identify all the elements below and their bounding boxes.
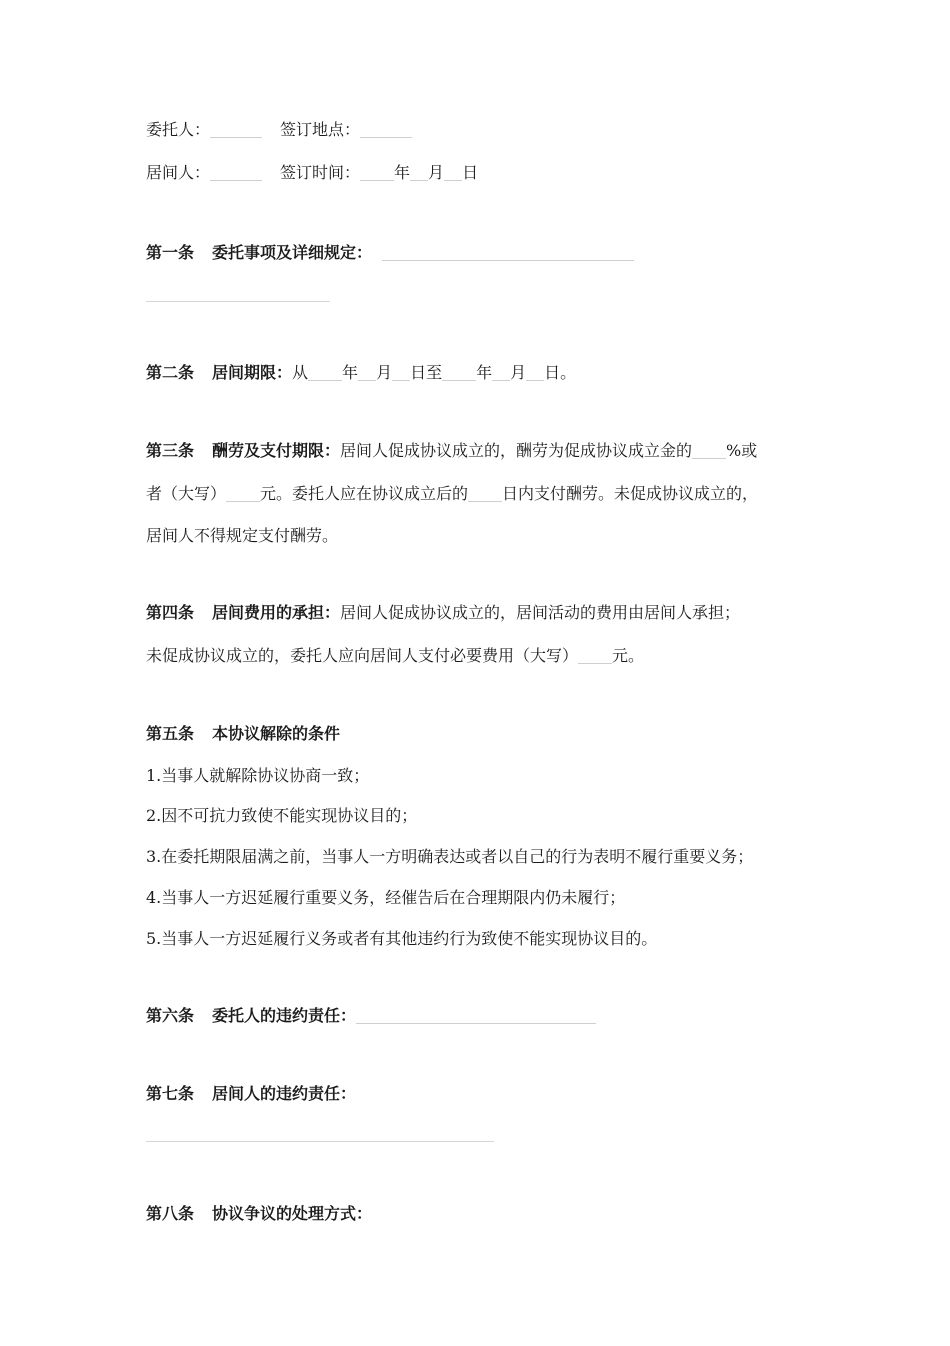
article-4-heading: 居间费用的承担：	[212, 603, 341, 622]
article-1-blank	[382, 244, 634, 261]
list-item: 2.因不可抗力致使不能实现协议目的；	[146, 806, 418, 825]
article-6-number: 第六条	[146, 1006, 195, 1025]
list-item: 4.当事人一方迟延履行重要义务，经催告后在合理期限内仍未履行；	[146, 888, 626, 907]
client-blank	[210, 121, 262, 138]
article-2	[146, 361, 576, 385]
sign-year-text: 年	[394, 163, 411, 182]
article-8-number: 第八条	[146, 1204, 195, 1223]
article-2-heading: 居间期限：	[212, 363, 293, 382]
sign-month-text: 月	[428, 163, 445, 182]
article-5	[146, 722, 340, 746]
article-7-number: 第七条	[146, 1084, 195, 1103]
article-4-text-3: 元。	[612, 646, 645, 665]
article-3-number: 第三条	[146, 441, 195, 460]
article-3-amount-blank	[226, 485, 260, 502]
article-2-month2-blank	[492, 364, 510, 381]
article-4-text-2: 未促成协议成立的，委托人应向居间人支付必要费用（大写）	[146, 646, 579, 665]
sign-day-blank	[444, 164, 462, 181]
article-2-month: 月	[376, 363, 393, 382]
article-2-from: 从	[292, 363, 309, 382]
list-item: 3.在委托期限届满之前，当事人一方明确表达或者以自己的行为表明不履行重要义务；	[146, 847, 754, 866]
article-2-day2-blank	[526, 364, 544, 381]
sign-day-text: 日	[462, 163, 479, 182]
article-6-blank	[356, 1007, 596, 1024]
article-2-day-to: 日至	[410, 363, 443, 382]
article-2-day-blank	[392, 364, 410, 381]
article-3-text-4: 元。委托人应在协议成立后的	[260, 484, 469, 503]
article-3-text-6: 居间人不得规定支付酬劳。	[146, 526, 339, 545]
broker-blank	[210, 164, 262, 181]
article-8-heading: 协议争议的处理方式：	[212, 1204, 373, 1223]
sign-time-label: 签订时间：	[280, 163, 361, 182]
list-item: 1.当事人就解除协议协商一致；	[146, 766, 370, 785]
sign-place-blank	[360, 121, 412, 138]
article-2-month-blank	[358, 364, 376, 381]
article-2-month2: 月	[510, 363, 527, 382]
article-2-number: 第二条	[146, 363, 195, 382]
article-4-text-1: 居间人促成协议成立的，居间活动的费用由居间人承担；	[340, 603, 741, 622]
article-7-blank-line	[146, 1141, 494, 1142]
article-6-heading: 委托人的违约责任：	[212, 1006, 357, 1025]
article-7	[146, 1082, 356, 1106]
article-4-line-2	[146, 644, 644, 668]
article-3-percent-blank	[692, 442, 726, 459]
sign-month-blank	[410, 164, 428, 181]
article-2-year: 年	[342, 363, 359, 382]
article-1-number: 第一条	[146, 243, 195, 262]
article-3-text-2: %或	[726, 441, 758, 460]
article-5-number: 第五条	[146, 724, 195, 743]
article-2-year2-blank	[442, 364, 476, 381]
article-1-heading: 委托事项及详细规定：	[212, 243, 373, 262]
article-2-year-blank	[308, 364, 342, 381]
article-2-end: 日。	[544, 363, 577, 382]
article-3-text-5: 日内支付酬劳。未促成协议成立的，	[502, 484, 759, 503]
article-1	[146, 241, 634, 265]
article-3-text-1: 居间人促成协议成立的，酬劳为促成协议成立金的	[340, 441, 693, 460]
article-1-continuation-line	[146, 301, 330, 302]
header-broker-line	[146, 161, 478, 185]
article-5-heading: 本协议解除的条件	[212, 724, 341, 743]
article-3-heading: 酬劳及支付期限：	[212, 441, 341, 460]
list-item: 5.当事人一方迟延履行义务或者有其他违约行为致使不能实现协议目的。	[146, 929, 658, 948]
article-2-year2: 年	[476, 363, 493, 382]
article-6	[146, 1004, 596, 1028]
article-3-line-1	[146, 439, 757, 463]
sign-place-label: 签订地点：	[280, 120, 361, 139]
article-3-text-3: 者（大写）	[146, 484, 227, 503]
article-3-days-blank	[468, 485, 502, 502]
broker-label: 居间人：	[146, 163, 211, 182]
header-client-line	[146, 118, 412, 142]
article-3-line-2	[146, 482, 758, 506]
article-4-line-1	[146, 601, 740, 625]
article-8	[146, 1202, 372, 1226]
article-4-number: 第四条	[146, 603, 195, 622]
article-7-heading: 居间人的违约责任：	[212, 1084, 357, 1103]
article-3-line-3	[146, 524, 338, 548]
article-4-amount-blank	[578, 647, 612, 664]
client-label: 委托人：	[146, 120, 211, 139]
sign-year-blank	[360, 164, 394, 181]
